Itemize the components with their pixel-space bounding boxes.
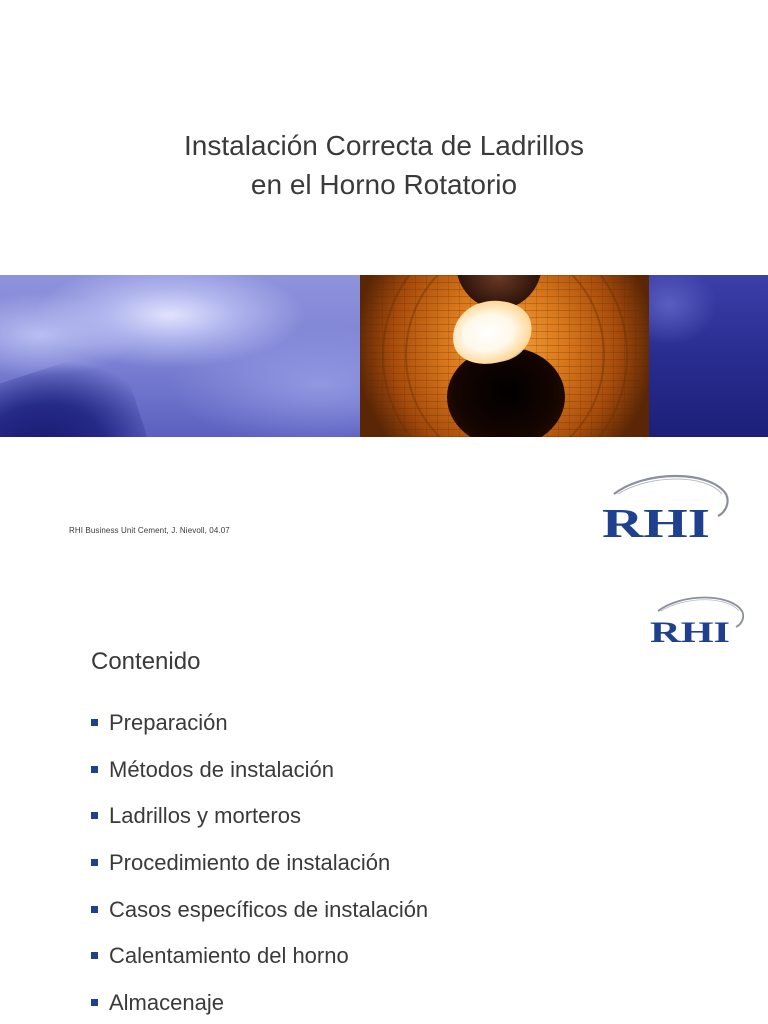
list-item: [91, 991, 428, 1024]
slide-title: [0, 126, 768, 204]
rhi-logo-small: [648, 594, 746, 648]
square-bullet-icon: [91, 812, 98, 819]
slide-title-line2: en el Horno Rotatorio: [250, 169, 518, 200]
square-bullet-icon: [91, 766, 98, 773]
list-item-label: Casos específicos de instalación: [109, 896, 429, 922]
square-bullet-icon: [91, 952, 98, 959]
rhi-logo-small-text: RHI: [650, 616, 730, 648]
square-bullet-icon: [91, 906, 98, 913]
list-item-label: Ladrillos y morteros: [109, 803, 301, 829]
rhi-logo: [600, 472, 732, 544]
list-item-label: Métodos de instalación: [109, 756, 335, 782]
rhi-logo-text: RHI: [602, 500, 710, 544]
list-item: [91, 898, 428, 945]
banner-image: [0, 275, 768, 437]
list-item-label: Almacenaje: [109, 990, 224, 1016]
list-item: [91, 851, 428, 898]
list-item-label: Procedimiento de instalación: [109, 850, 391, 876]
contents-slide: [0, 576, 768, 1024]
banner-blue-panel: [649, 275, 768, 437]
author-byline: RHI Business Unit Cement, J. Nievoll, 04.07: [69, 526, 230, 535]
slide-title-line1: Instalación Correcta de Ladrillos: [184, 130, 584, 161]
contents-heading: Contenido: [91, 648, 201, 675]
list-item-label: Calentamiento del horno: [109, 943, 349, 969]
square-bullet-icon: [91, 999, 98, 1006]
list-item: [91, 944, 428, 991]
contents-list: [91, 711, 428, 1024]
list-item: [91, 711, 428, 758]
square-bullet-icon: [91, 859, 98, 866]
list-item: [91, 804, 428, 851]
list-item-label: Preparación: [109, 710, 228, 735]
list-item: [91, 758, 428, 805]
square-bullet-icon: [91, 719, 98, 726]
